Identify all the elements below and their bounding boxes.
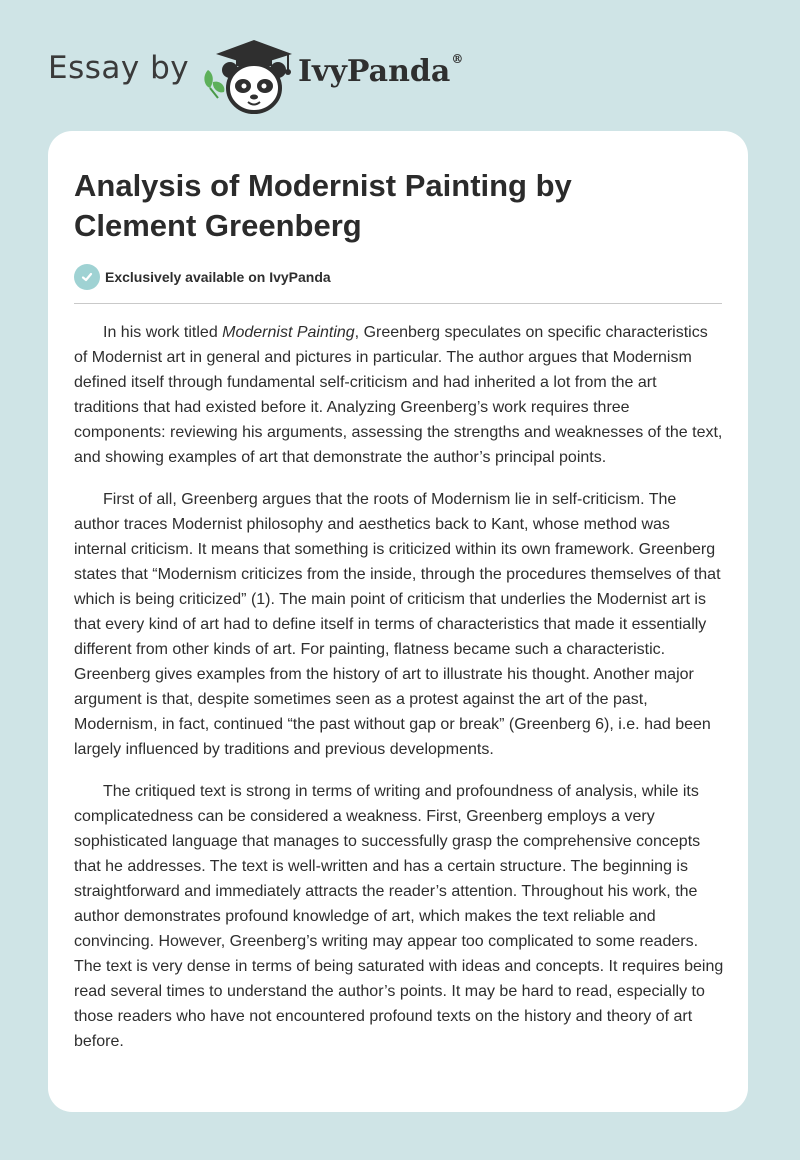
paragraph-2: First of all, Greenberg argues that the roots of Modernism lie in self-criticism. The author traces Modernist philosophy and aesthetics back to Kant, whose method was internal criticism. It means that something is criticized within its own framework. Greenberg states that “Modernism criticizes from the inside, through the procedures themselves of that which is being criticized” (1). The main point of criticism that underlies the Modernist art is that every kind of art had to define itself in terms of characteristics that made it essentially different from other kinds of art. For painting, flatness became such a characteristic. Greenberg gives examples from the history of art to illustrate his thought. Another major argument is that, despite sometimes seen as a protest against the art of the past, Modernism, in fact, continued “the past without gap or break” (Greenberg 6), i.e. had been largely influenced by traditions and previous developments. [74, 491, 721, 758]
paragraph-1: In his work titled Modernist Painting, Greenberg speculates on specific characteristics of Modernist art in general and pictures in particular. The author argues that Modernism defined itself through fundamental self-criticism and had inherited a lot from the art traditions that had existed before it. Analyzing Greenberg’s work requires three components: reviewing his arguments, assessing the strengths and weaknesses of the text, and showing examples of art that demonstrate the author’s principal points. [74, 324, 723, 466]
registered-mark: ® [451, 52, 464, 66]
essay-by-label: Essay by [48, 50, 190, 86]
brand-name[interactable]: IvyPanda® [298, 52, 464, 89]
site-header [48, 30, 508, 110]
exclusive-badge [74, 264, 331, 290]
page-title: Analysis of Modernist Painting by Clement Greenberg [74, 168, 572, 243]
check-circle-icon [74, 264, 100, 290]
essay-card [48, 131, 748, 1112]
work-title: Modernist Painting [222, 324, 355, 341]
badge-label: Exclusively available on IvyPanda [105, 269, 331, 285]
panda-graduate-icon [200, 36, 294, 116]
paragraph-3: The critiqued text is strong in terms of writing and profoundness of analysis, while its complicatedness can be considered a weakness. First, Greenberg employs a very sophisticated language that manages to successfully grasp the comprehensive concepts that he addresses. The text is well-written and has a certain structure. The beginning is straightforward and immediately attracts the reader’s attention. Throughout his work, the author demonstrates profound knowledge of art, which makes the text reliable and convincing. However, Greenberg’s writing may appear too complicated to some readers. The text is very dense in terms of being saturated with ideas and concepts. It requires being read several times to understand the author’s points. It may be hard to read, especially to those readers who have not encountered profound texts on the history and theory of art before. [74, 783, 724, 1050]
divider [74, 303, 722, 304]
essay-body [74, 320, 724, 1071]
